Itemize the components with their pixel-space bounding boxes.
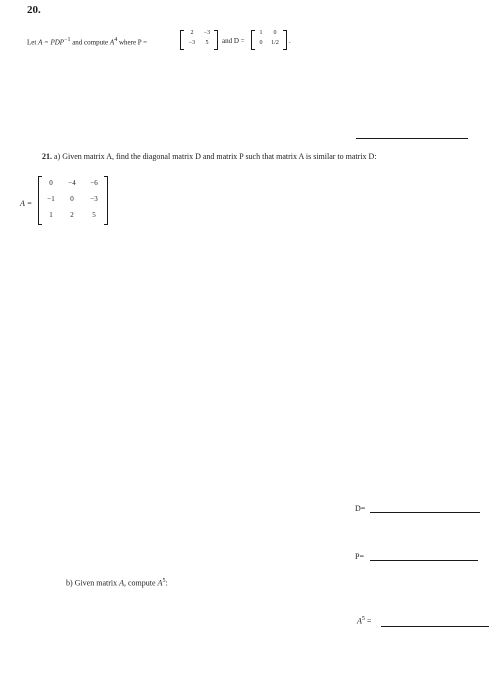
q20-prefix: Let [27, 38, 39, 47]
matrix-P [180, 30, 218, 50]
answer-A5-eq: = [364, 616, 372, 626]
answer-P-line[interactable] [370, 560, 478, 561]
question-20-text [27, 37, 147, 46]
answer-D-label: D= [355, 504, 366, 513]
q20-mid: and compute [70, 38, 110, 47]
matrix-A-cell: 0 [49, 179, 53, 187]
q21-part-a-text: a) Given matrix A, find the diagonal matrix D and matrix P such that matrix A is similar to matrix D: [54, 152, 377, 161]
q21-part-b-mid: , compute [124, 578, 158, 588]
matrix-A-cell: −1 [47, 195, 55, 203]
matrix-D-cell: 1/2 [271, 40, 279, 46]
matrix-A-label: A = [20, 199, 33, 208]
answer-A5-label [357, 616, 371, 626]
matrix-P-cell: 2 [190, 30, 194, 36]
matrix-D-cell: 1 [259, 30, 263, 36]
question-21-number: 21. [42, 152, 52, 161]
matrix-D-cell: 0 [273, 30, 277, 36]
bracket-left [251, 30, 255, 50]
matrix-P-cell: 5 [205, 40, 209, 46]
matrix-A-cell: 1 [49, 211, 53, 219]
q20-equation: A = PDP [38, 38, 65, 47]
answer-A5-line[interactable] [381, 626, 489, 627]
q20-power-exp: 4 [114, 37, 118, 43]
q21-part-b-power-exp: 5 [162, 578, 166, 584]
matrix-A-cell: −3 [90, 195, 98, 203]
bracket-right [104, 176, 108, 225]
answer-A5-exp: 5 [361, 616, 365, 622]
answer-A5-base: A [357, 616, 362, 626]
question-21-part-b [66, 578, 168, 588]
q20-period: . [289, 37, 291, 45]
matrix-P-cell: −3 [188, 40, 196, 46]
q20-where: where P = [117, 38, 148, 47]
question-20-number: 20. [27, 4, 41, 16]
matrix-A-cell: −6 [90, 179, 98, 187]
answer-P-label: P= [355, 552, 364, 561]
answer-D-line[interactable] [370, 512, 480, 513]
q20-answer-line[interactable] [356, 138, 468, 139]
q20-inverse-exp: −1 [64, 37, 71, 43]
matrix-P-cell: −3 [203, 30, 211, 36]
q20-and-text: and D = [222, 37, 245, 45]
matrix-A-cell: −4 [68, 179, 76, 187]
matrix-D [251, 30, 287, 50]
q21-part-b-var: A [119, 578, 124, 588]
matrix-D-cell: 0 [259, 40, 263, 46]
matrix-A-cell: 0 [70, 195, 74, 203]
q21-part-b-prefix: b) Given matrix [66, 578, 120, 588]
bracket-right [283, 30, 287, 50]
bracket-right [214, 30, 218, 50]
q21-part-b-power-base: A [157, 578, 163, 588]
matrix-A-cell: 5 [92, 211, 96, 219]
question-21-part-a [42, 152, 377, 161]
matrix-A-cell: 2 [70, 211, 74, 219]
matrix-A [38, 176, 108, 225]
q20-power-base: A [109, 38, 115, 47]
bracket-left [180, 30, 184, 50]
q21-part-b-end: : [165, 578, 168, 588]
